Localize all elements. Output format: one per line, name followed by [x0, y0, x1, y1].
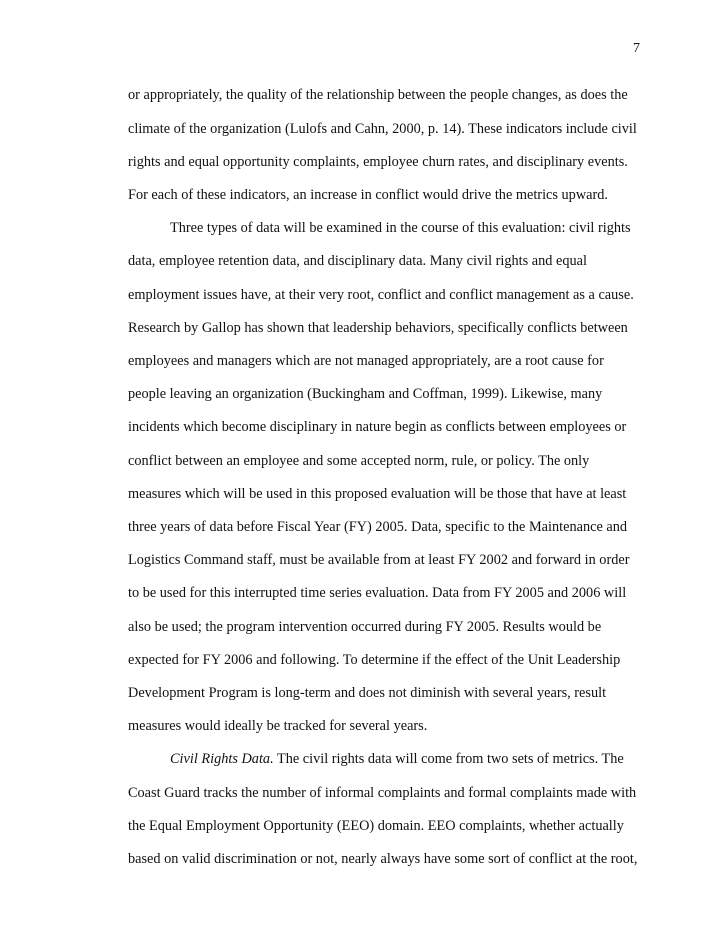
body-line: climate of the organization (Lulofs and Cahn, 2000, p. 14). These indicators include civil [128, 121, 637, 137]
page-number: 7 [633, 41, 640, 56]
section-heading-civil-rights: Civil Rights Data. [170, 751, 274, 767]
body-line: or appropriately, the quality of the relationship between the people changes, as does the [128, 87, 628, 103]
body-line: rights and equal opportunity complaints, employee churn rates, and disciplinary events. [128, 154, 628, 170]
body-line: conflict between an employee and some accepted norm, rule, or policy. The only [128, 453, 590, 469]
body-line: measures would ideally be tracked for several years. [128, 718, 428, 734]
civil-rights-paragraph-start [170, 751, 624, 767]
body-line: the Equal Employment Opportunity (EEO) domain. EEO complaints, whether actually [128, 818, 624, 834]
body-line: For each of these indicators, an increase in conflict would drive the metrics upward. [128, 187, 608, 203]
body-line: expected for FY 2006 and following. To determine if the effect of the Unit Leadership [128, 652, 621, 668]
body-line: Logistics Command staff, must be available from at least FY 2002 and forward in order [128, 552, 630, 568]
body-line: to be used for this interrupted time series evaluation. Data from FY 2005 and 2006 will [128, 585, 627, 601]
body-line: Coast Guard tracks the number of informal complaints and formal complaints made with [128, 785, 637, 801]
body-line: based on valid discrimination or not, nearly always have some sort of conflict at the root, [128, 851, 638, 867]
body-line: three years of data before Fiscal Year (FY) 2005. Data, specific to the Maintenance and [128, 519, 628, 535]
body-line: people leaving an organization (Buckingham and Coffman, 1999). Likewise, many [128, 386, 603, 402]
body-line: data, employee retention data, and disciplinary data. Many civil rights and equal [128, 253, 587, 269]
body-line: Development Program is long-term and does not diminish with several years, result [128, 685, 607, 701]
body-line: also be used; the program intervention occurred during FY 2005. Results would be [128, 619, 602, 635]
body-line: Research by Gallop has shown that leadership behaviors, specifically conflicts between [128, 320, 628, 336]
body-line: employees and managers which are not managed appropriately, are a root cause for [128, 353, 604, 369]
body-line: Three types of data will be examined in the course of this evaluation: civil rights [170, 220, 631, 236]
body-line: measures which will be used in this proposed evaluation will be those that have at least [128, 486, 627, 502]
body-line: employment issues have, at their very root, conflict and conflict management as a cause. [128, 287, 634, 303]
body-line: incidents which become disciplinary in nature begin as conflicts between employees or [128, 419, 627, 435]
body-line-text: The civil rights data will come from two sets of metrics. The [273, 751, 624, 767]
